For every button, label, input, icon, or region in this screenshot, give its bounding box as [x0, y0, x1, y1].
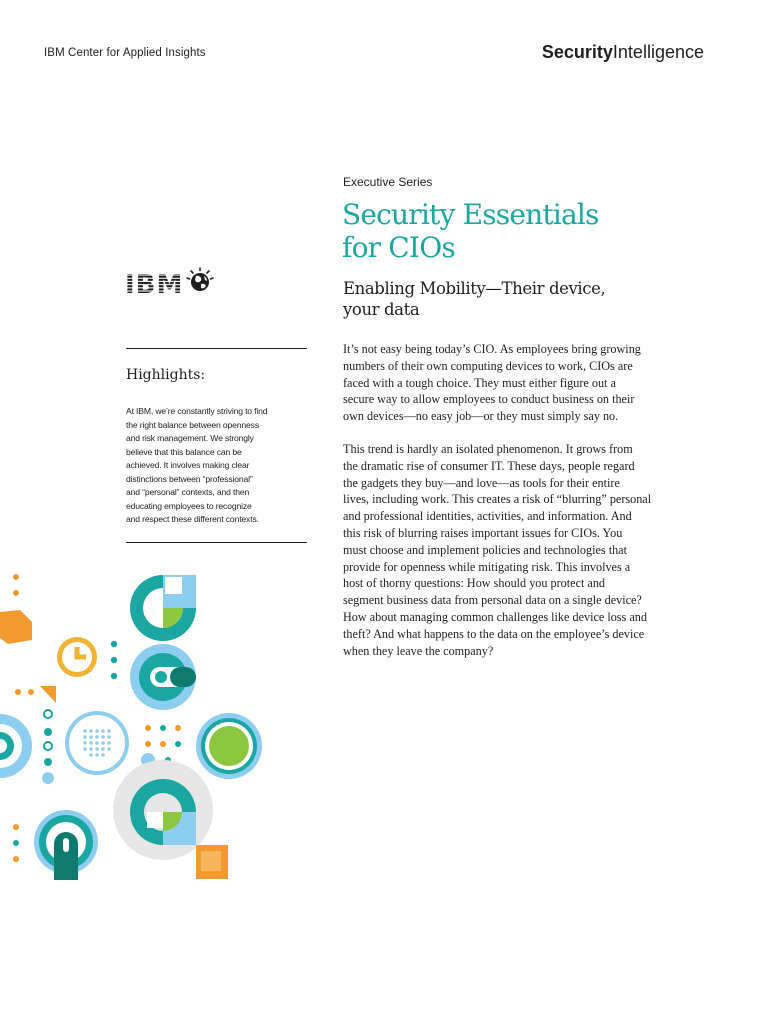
highlights-line: believe that this balance can be: [126, 446, 242, 457]
brand-bold: Security: [541, 42, 613, 62]
body-line: faced with a tough choice. They must either figure out a: [343, 375, 616, 390]
body-line: theft? And what happens to the data on the employee’s device: [343, 626, 645, 641]
body-line: numbers of their own computing devices to work, CIOs are: [343, 358, 633, 373]
body-line: It’s not easy being today’s CIO. As employees bring growing: [343, 342, 641, 356]
highlights-line: educating employees to recognize: [126, 500, 252, 511]
orange-dots: [0, 574, 56, 703]
body-line: own devices—no easy job—or they must simply say no.: [343, 409, 619, 424]
ring-dots: [42, 710, 54, 784]
decorative-illustration: [0, 560, 270, 890]
brand-light: Intelligence: [612, 42, 704, 62]
bottom-dots: [13, 824, 19, 862]
body-line: This trend is hardly an isolated phenomenon. It grows from: [343, 441, 633, 456]
highlights-text: [126, 405, 316, 527]
body-line: the gadgets they buy—and love—as tools for their entire: [343, 475, 620, 490]
teal-dots: [111, 641, 117, 679]
page-title: [342, 198, 732, 264]
highlights-line: the right balance between openness: [126, 419, 259, 430]
body-paragraph-1: [343, 341, 668, 425]
body-line: segment business data from personal data on a single device?: [343, 593, 642, 608]
orange-cubes: [196, 845, 228, 879]
body-line: when they leave the company?: [343, 643, 494, 658]
sidebar-divider-top: [126, 348, 307, 349]
teal-hook-shape: [130, 575, 196, 641]
body-line: provide for openness while mitigating risk. This involves a: [343, 559, 631, 574]
toggle-shape: [130, 644, 196, 710]
title-line: for CIOs: [342, 231, 455, 264]
highlights-heading: Highlights:: [126, 367, 206, 383]
brand-wordmark: [542, 42, 704, 63]
body-line: How about managing common challenges like device loss and: [343, 609, 647, 624]
highlights-line: At IBM, we’re constantly striving to find: [126, 406, 268, 416]
body-line: lives, including work. This creates a risk of “blurring” personal: [343, 492, 652, 507]
lock-icon: [34, 810, 98, 880]
ibm-logo-text: IBM: [125, 270, 184, 298]
title-line: Security Essentials: [342, 198, 599, 231]
sidebar-divider-bottom: [126, 542, 307, 543]
body-line: this risk of blurring raises important issues for CIOs. You: [343, 525, 623, 540]
highlights-line: and risk management. We strongly: [126, 433, 254, 443]
header-center-name: IBM Center for Applied Insights: [44, 47, 206, 59]
globe-icon: [187, 268, 213, 291]
subtitle-line: your data: [343, 300, 420, 319]
ibm-logo: [125, 266, 220, 298]
highlights-line: and respect these different contexts.: [126, 514, 259, 524]
body-line: host of thorny questions: How should you protect and: [343, 576, 606, 591]
clock-icon: [57, 637, 97, 677]
body-paragraph-2: [343, 441, 668, 659]
highlights-line: and “personal” contexts, and then: [126, 487, 250, 497]
green-target-shape: [196, 713, 262, 779]
series-label: Executive Series: [343, 175, 433, 189]
body-line: must choose and implement policies and technologies that: [343, 542, 627, 557]
highlights-line: achieved. It involves making clear: [126, 460, 250, 470]
body-text: [343, 341, 668, 659]
body-line: secure way to allow employees to conduct business on their: [343, 392, 635, 407]
body-line: and professional identities, activities, and information. And: [343, 509, 632, 524]
dotted-sphere-shape: [65, 711, 129, 775]
subtitle-line: Enabling Mobility—Their device,: [343, 279, 606, 298]
page-subtitle: [343, 278, 673, 320]
highlights-line: distinctions between “professional”: [126, 473, 253, 484]
body-line: the dramatic rise of consumer IT. These days, people regard: [343, 458, 635, 473]
left-ring-shape: [0, 714, 32, 778]
